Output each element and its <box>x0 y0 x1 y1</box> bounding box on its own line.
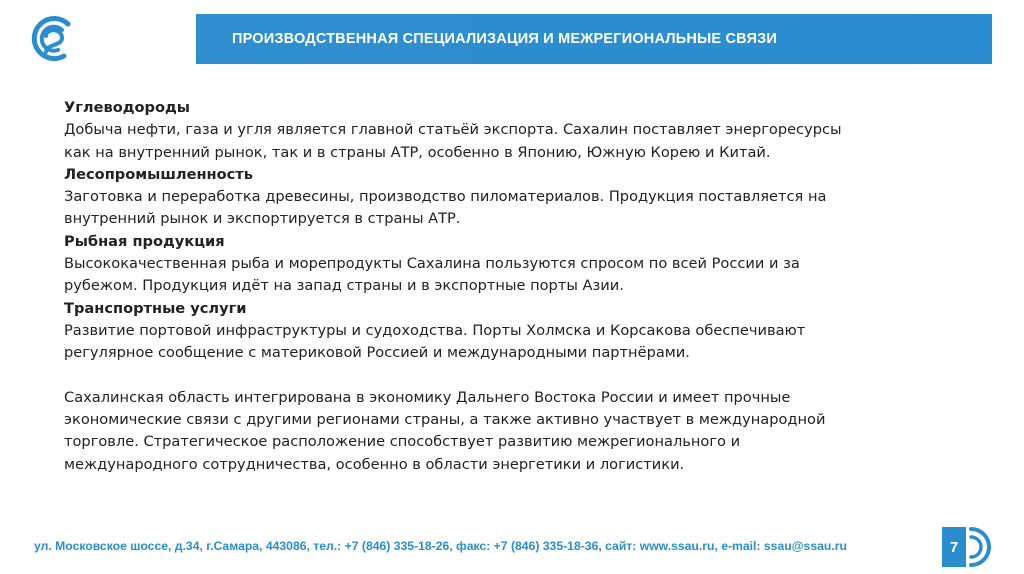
section-heading: Углеводороды <box>64 99 190 116</box>
paragraph-gap <box>64 365 924 387</box>
footer-contact: ул. Московское шоссе, д.34, г.Самара, 443086, тел.: +7 (846) 335-18-26, факс: +7 (846) 335-18-36, сайт: www.ssau.ru, e-mail: ssau@ssau.ru <box>34 539 847 553</box>
summary-line: торговле. Стратегическое расположение способствует развитию межрегионального и <box>64 433 741 451</box>
header-bar <box>196 14 992 64</box>
main-content <box>64 97 924 476</box>
page-title: ПРОИЗВОДСТВЕННАЯ СПЕЦИАЛИЗАЦИЯ И МЕЖРЕГИОНАЛЬНЫЕ СВЯЗИ <box>232 31 777 47</box>
section-text-line: как на внутренний рынок, так и в страны АТР, особенно в Японию, Южную Корею и Китай. <box>64 143 771 161</box>
section-timber <box>64 164 924 231</box>
summary-line: международного сотрудничества, особенно в области энергетики и логистики. <box>64 455 685 473</box>
ssau-footer-logo-icon <box>968 525 994 569</box>
section-transport <box>64 298 924 365</box>
summary-line: экономические связи с другими регионами страны, а также активно участвует в международной <box>64 411 826 429</box>
section-text-line: Добыча нефти, газа и угля является главной статьёй экспорта. Сахалин поставляет энергоресурсы <box>64 121 842 139</box>
section-heading: Лесопромышленность <box>64 165 253 183</box>
section-heading: Транспортные услуги <box>64 299 247 317</box>
section-fish <box>64 231 924 298</box>
page-number-badge <box>942 527 966 567</box>
summary-line: Сахалинская область интегрирована в экономику Дальнего Востока России и имеет прочные <box>64 388 791 406</box>
section-text-line: внутренний рынок и экспортируется в страны АТР. <box>64 210 461 228</box>
section-text-line: рубежом. Продукция идёт на запад страны и в экспортные порты Азии. <box>64 277 624 295</box>
section-text-line: регулярное сообщение с материковой Россией и международными партнёрами. <box>64 344 690 362</box>
section-text-line: Высококачественная рыба и морепродукты Сахалина пользуются спросом по всей России и за <box>64 255 800 273</box>
section-hydrocarbons <box>64 97 924 164</box>
ssau-logo-icon <box>28 14 78 64</box>
section-text-line: Развитие портовой инфраструктуры и судоходства. Порты Холмска и Корсакова обеспечивают <box>64 321 806 339</box>
section-heading: Рыбная продукция <box>64 232 225 250</box>
section-text-line: Заготовка и переработка древесины, производство пиломатериалов. Продукция поставляется на <box>64 188 827 206</box>
page-number: 7 <box>949 538 959 556</box>
summary-paragraph <box>64 387 924 476</box>
